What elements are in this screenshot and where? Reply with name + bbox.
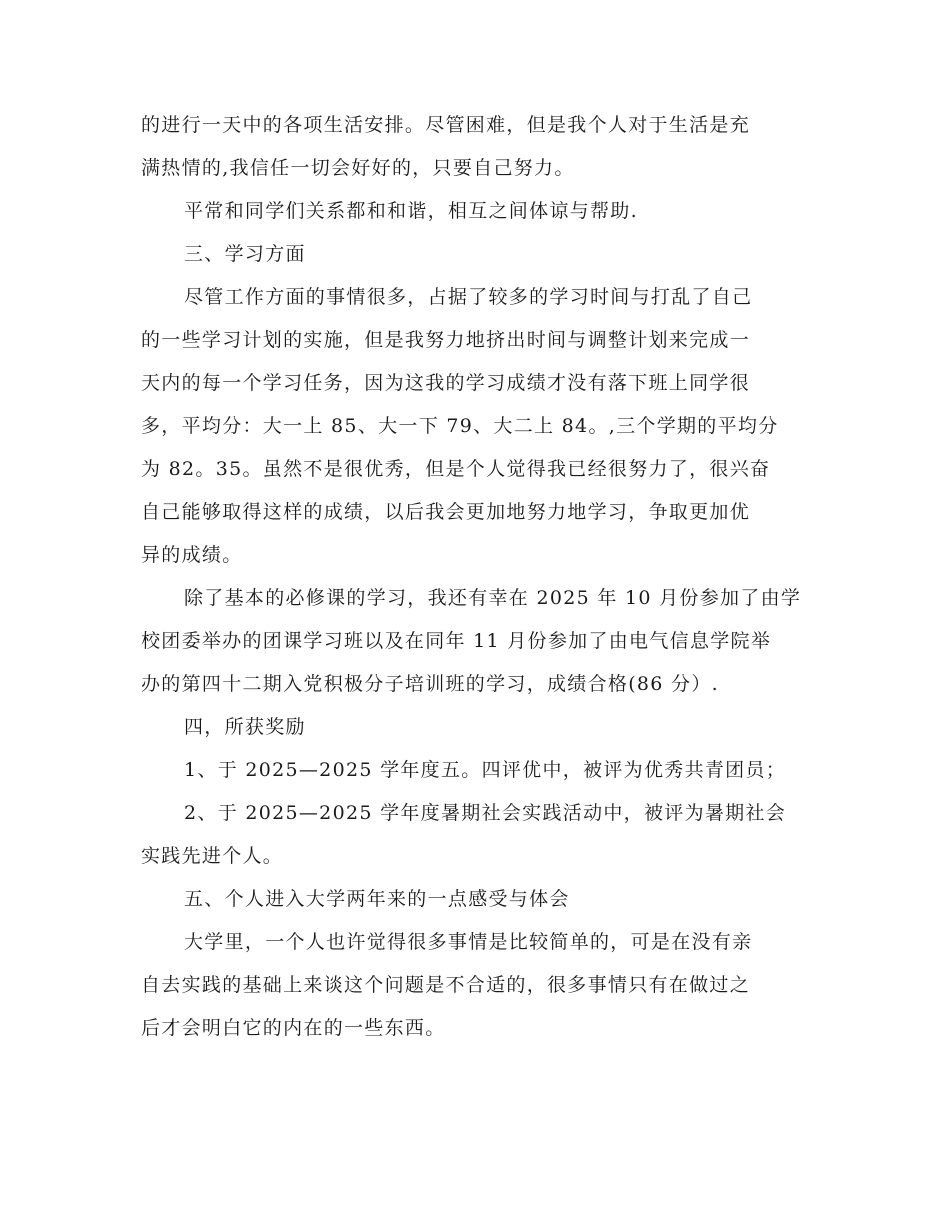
paragraph-line: 满热情的,我信任一切会好好的，只要自己努力。 [141, 157, 575, 179]
paragraph-line: 平常和同学们关系都和和谐，相互之间体谅与帮助. [184, 200, 638, 222]
list-item-continuation: 实践先进个人。 [141, 845, 284, 867]
paragraph-line: 办的第四十二期入党积极分子培训班的学习，成绩合格(86 分）. [141, 673, 719, 695]
paragraph-line: 天内的每一个学习任务，因为这我的学习成绩才没有落下班上同学很 [141, 372, 751, 394]
paragraph-line: 尽管工作方面的事情很多，占据了较多的学习时间与打乱了自己 [184, 286, 753, 308]
section-heading: 五、个人进入大学两年来的一点感受与体会 [184, 888, 570, 910]
paragraph-line: 自己能够取得这样的成绩，以后我会更加地努力地学习，争取更加优 [141, 501, 751, 523]
paragraph-line: 后才会明白它的内在的一些东西。 [141, 1017, 446, 1039]
paragraph-line: 校团委举办的团课学习班以及在同年 11 月份参加了由电气信息学院举 [141, 630, 772, 652]
paragraph-line: 多，平均分：大一上 85、大一下 79、大二上 84。,三个学期的平均分 [141, 415, 779, 437]
section-heading: 四，所获奖励 [184, 716, 306, 738]
section-heading: 三、学习方面 [184, 243, 306, 265]
list-item: 1、于 2025—2025 学年度五。四评优中，被评为优秀共青团员； [184, 759, 787, 781]
list-item: 2、于 2025—2025 学年度暑期社会实践活动中，被评为暑期社会 [184, 802, 787, 824]
paragraph-line: 为 82。35。虽然不是很优秀，但是个人觉得我已经很努力了，很兴奋 [141, 458, 771, 480]
paragraph-line: 的进行一天中的各项生活安排。尽管困难，但是我个人对于生活是充 [141, 114, 751, 136]
paragraph-line: 异的成绩。 [141, 544, 243, 566]
paragraph-line: 大学里，一个人也许觉得很多事情是比较简单的，可是在没有亲 [184, 931, 753, 953]
paragraph-line: 的一些学习计划的实施，但是我努力地挤出时间与调整计划来完成一 [141, 329, 751, 351]
paragraph-line: 除了基本的必修课的学习，我还有幸在 2025 年 10 月份参加了由学 [184, 587, 802, 609]
paragraph-line: 自去实践的基础上来谈这个问题是不合适的，很多事情只有在做过之 [141, 974, 751, 996]
